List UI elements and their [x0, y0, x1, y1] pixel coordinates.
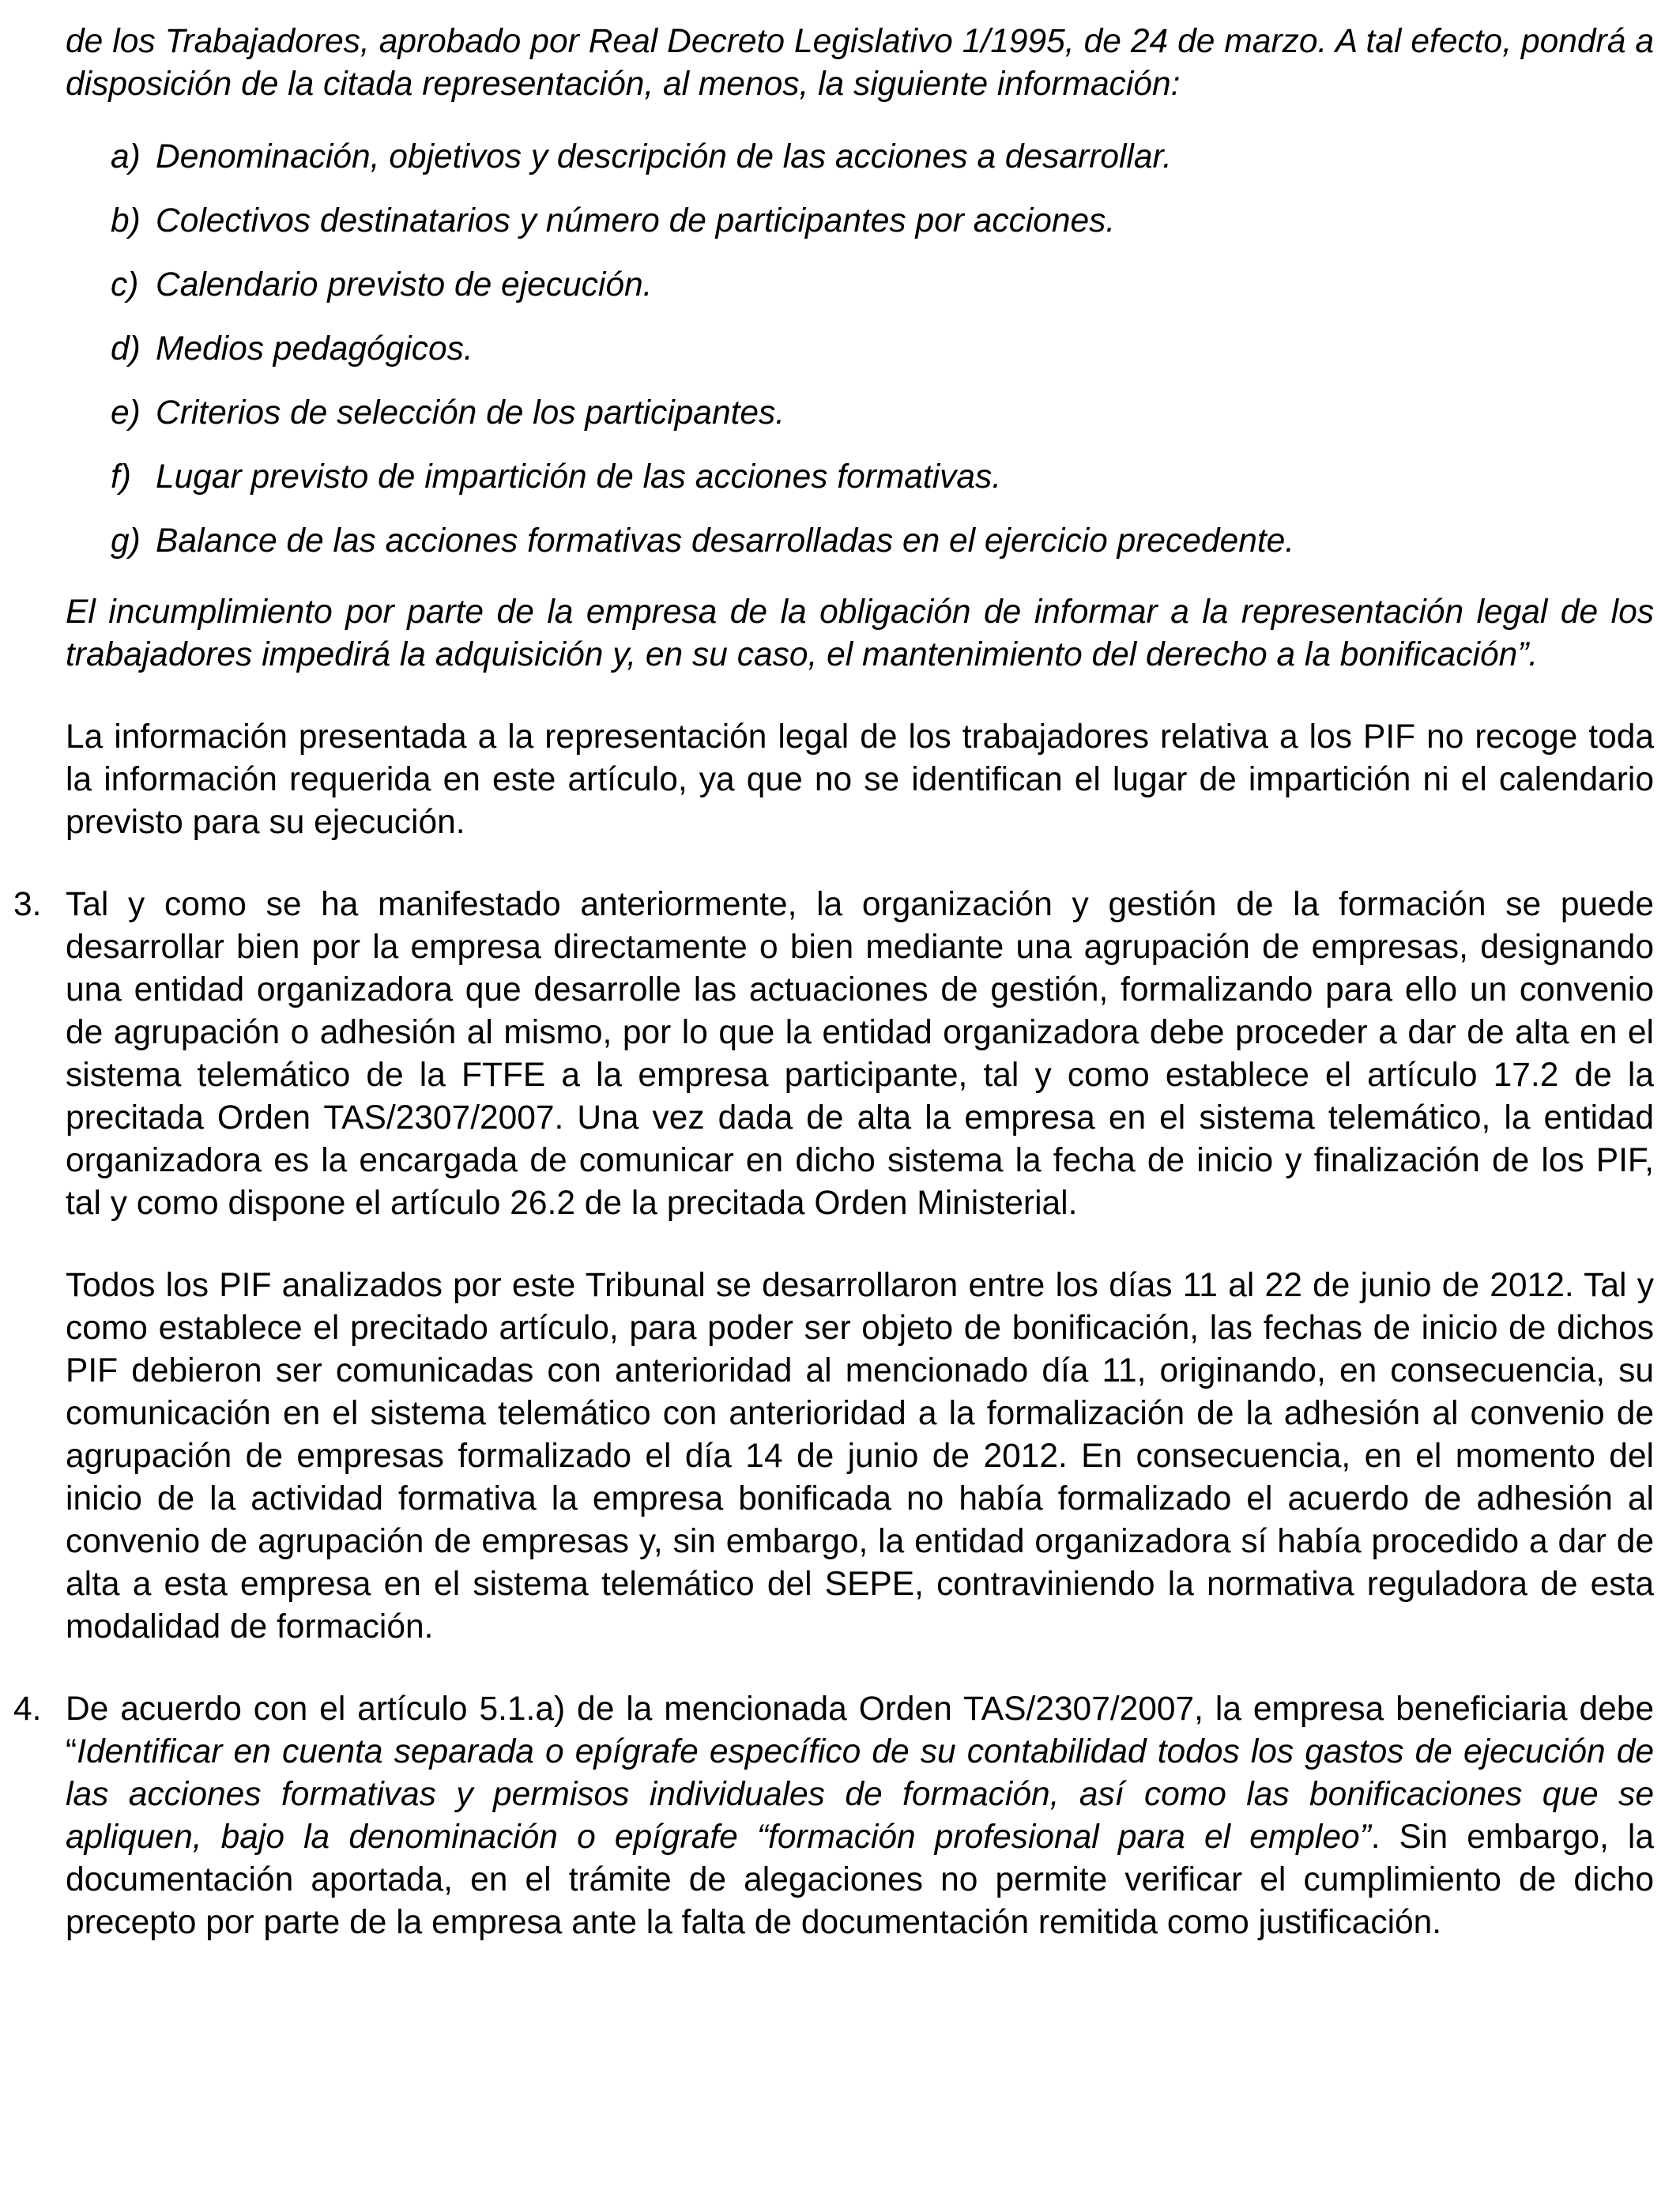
item-4-text-before: De acuerdo con el artículo 5.1.a) de la mencionada Orden TAS/2307/2007, la empresa beneficiaria debe “ [66, 1691, 1654, 1770]
closing-quote-paragraph: El incumplimiento por parte de la empresa de la obligación de informar a la representación legal de los trabajadores impedirá la adquisición y, en su caso, el mantenimiento del derecho a la bonificación”. [66, 594, 1654, 673]
list-item [66, 264, 1654, 307]
list-item-text: Calendario previsto de ejecución. [156, 266, 653, 303]
numbered-item-4 [13, 1688, 1654, 1944]
list-item [66, 136, 1654, 179]
item-4-paragraph [66, 1688, 1654, 1944]
item-number: 4. [13, 1691, 42, 1728]
list-marker: d) [111, 330, 141, 368]
list-item [66, 392, 1654, 435]
list-item-text: Medios pedagógicos. [156, 330, 473, 368]
item-4-quoted-text: Identificar en cuenta separada o epígrafe específico de su contabilidad todos los gastos de ejecución de las acciones formativas y permisos individuales de formación, así como las bonificaciones que se apliquen, bajo la denominación o epígrafe “formación profesional para el empleo” [66, 1733, 1654, 1856]
information-paragraph: La información presentada a la representación legal de los trabajadores relativa a los PIF no recoge toda la información requerida en este artículo, ya que no se identifican el lugar de impartición ni el calendario previsto para su ejecución. [66, 718, 1654, 841]
list-item-text: Balance de las acciones formativas desarrolladas en el ejercicio precedente. [156, 522, 1295, 560]
list-item [66, 200, 1654, 243]
list-item-text: Colectivos destinatarios y número de participantes por acciones. [156, 202, 1116, 239]
intro-paragraph: de los Trabajadores, aprobado por Real Decreto Legislativo 1/1995, de 24 de marzo. A tal efecto, pondrá a disposición de la citada representación, al menos, la siguiente información: [66, 23, 1654, 103]
information-list [66, 136, 1654, 563]
list-marker: e) [111, 394, 141, 432]
list-marker: f) [111, 458, 131, 496]
numbered-item-3 [13, 884, 1654, 1649]
list-item-text: Criterios de selección de los participantes. [156, 394, 785, 432]
list-marker: g) [111, 522, 141, 560]
list-item [66, 520, 1654, 563]
item-number: 3. [13, 886, 42, 923]
list-item-text: Denominación, objetivos y descripción de las acciones a desarrollar. [156, 138, 1172, 175]
document-page [13, 21, 1654, 1944]
list-item [66, 456, 1654, 499]
list-marker: c) [111, 266, 139, 303]
list-item-text: Lugar previsto de impartición de las acciones formativas. [156, 458, 1002, 496]
item-4-text-after: . Sin embargo, la documentación aportada, en el trámite de alegaciones no permite verificar el cumplimiento de dicho precepto por parte de la empresa ante la falta de documentación remitida como justificación. [66, 1819, 1654, 1941]
list-marker: b) [111, 202, 141, 239]
list-marker: a) [111, 138, 141, 175]
item-3-followup-paragraph: Todos los PIF analizados por este Tribunal se desarrollaron entre los días 11 al 22 de junio de 2012. Tal y como establece el precitado artículo, para poder ser objeto de bonificación, las fechas de inicio de dichos PIF debieron ser comunicadas con anterioridad al mencionado día 11, originando, en consecuencia, su comunicación en el sistema telemático con anterioridad a la formalización de la adhesión al convenio de agrupación de empresas formalizado el día 14 de junio de 2012. En consecuencia, en el momento del inicio de la actividad formativa la empresa bonificada no había formalizado el acuerdo de adhesión al convenio de agrupación de empresas y, sin embargo, la entidad organizadora sí había procedido a dar de alta a esta empresa en el sistema telemático del SEPE, contraviniendo la normativa reguladora de esta modalidad de formación. [66, 1267, 1654, 1646]
list-item [66, 328, 1654, 371]
item-3-paragraph: Tal y como se ha manifestado anteriormente, la organización y gestión de la formación se puede desarrollar bien por la empresa directamente o bien mediante una agrupación de empresas, designando una entidad organizadora que desarrolle las actuaciones de gestión, formalizando para ello un convenio de agrupación o adhesión al mismo, por lo que la entidad organizadora debe proceder a dar de alta en el sistema telemático de la FTFE a la empresa participante, tal y como establece el artículo 17.2 de la precitada Orden TAS/2307/2007. Una vez dada de alta la empresa en el sistema telemático, la entidad organizadora es la encargada de comunicar en dicho sistema la fecha de inicio y finalización de los PIF, tal y como dispone el artículo 26.2 de la precitada Orden Ministerial. [66, 886, 1654, 1222]
